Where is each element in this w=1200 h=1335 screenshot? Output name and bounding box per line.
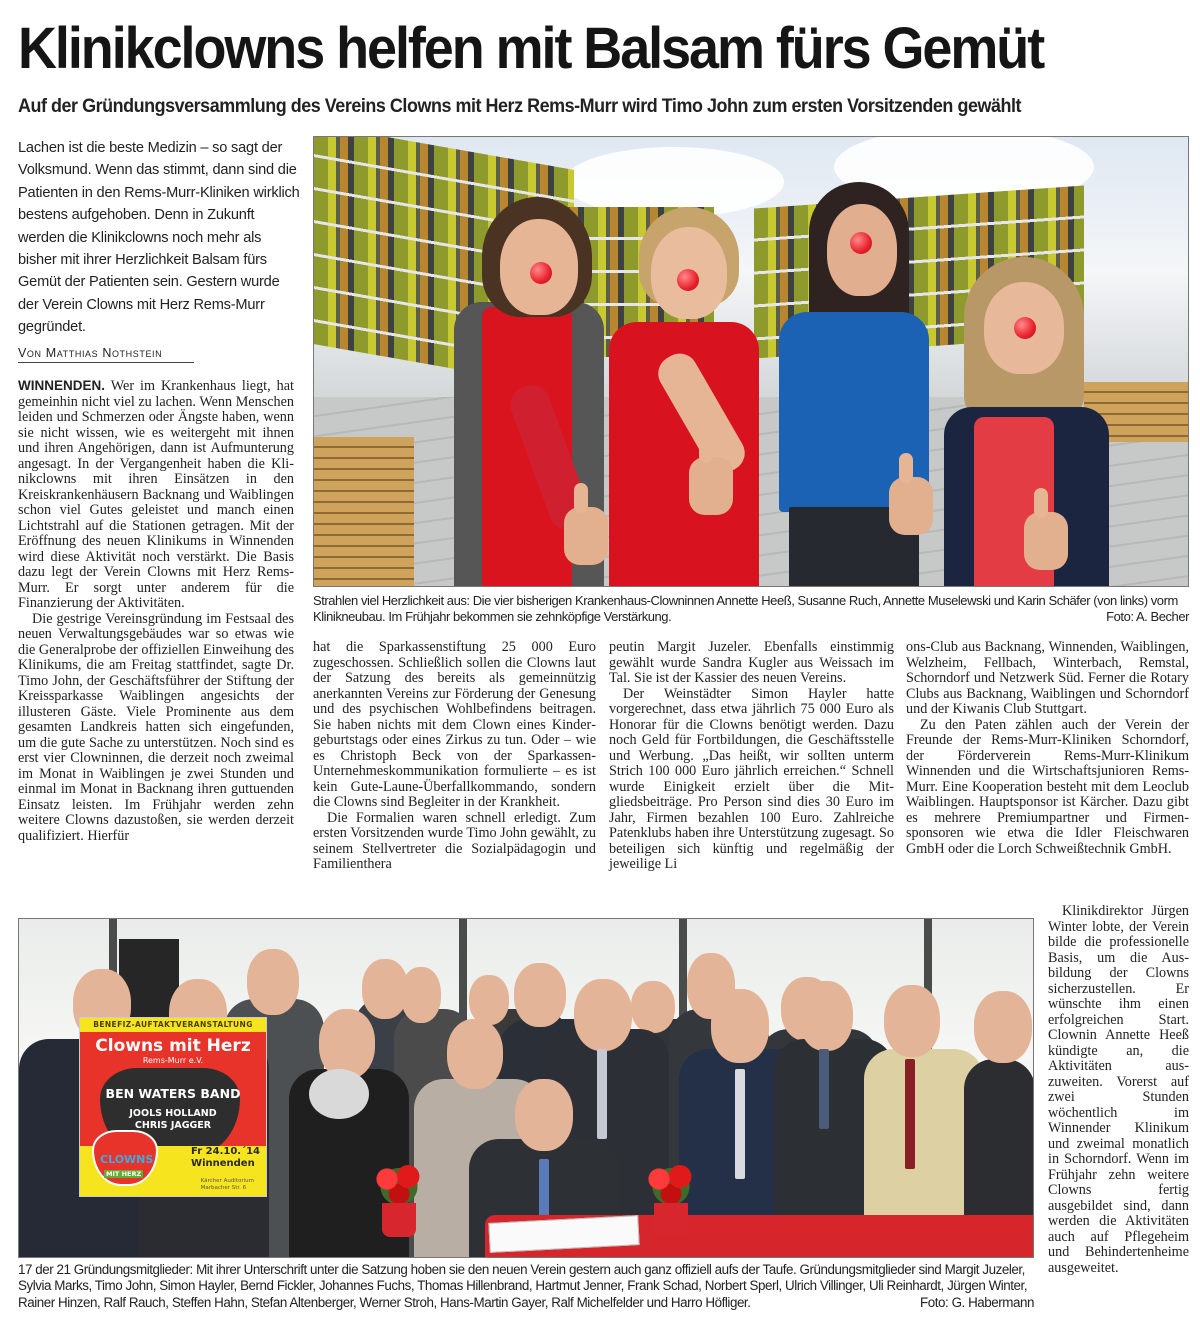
paragraph-text: Wer im Krankenhaus liegt, hat gemeinhin nicht viel zu lachen. Wenn Menschen leiden und Schmerzen oder Ängste haben, wenn sie nicht wissen, wie es weitergeht mit ihnen und ihren Angehörigen, dann ist Aufmunterung angesagt. In der Vergangenheit haben die Klinikclowns mit ihren Einsätzen in den Kreiskrankenhäusern Backnang und Waiblingen schon viel Gutes geleistet und manch einen Lichtstrahl auf die Stationen getragen. Mit der Eröffnung des neuen Klinikums in Winnenden wird diese Aktivität noch verstärkt. Die Basis dazu legt der Verein Clowns mit Herz Rems-Murr. Er sorgt unter anderem für die Finanzierung der Aktivitäten. [18, 378, 295, 611]
thumbs-up-icon [889, 477, 933, 535]
thumbs-up-icon [1024, 512, 1068, 570]
poster-venue-2: Marbacher Str. 6 [200, 1185, 247, 1191]
dateline: WINNENDEN. [18, 378, 105, 393]
paragraph: Der Weinstädter Simon Hayler hatte vorgerechnet, dass etwa jährlich 75 000 Euro als Honorar für die Clowns benötigt werden. Dazu noch Geld für Fortbildungen, die Geschäftsstelle und Werbung. „Das heißt, wir sollten unterm Strich 100 000 Euro jährlich erreichen.“ Schnell wurde Einigkeit erzielt über die Mitgliedsbeiträge. Pro Person sind dies 30 Euro im Jahr, Firmen bezahlen 100 Euro. Zahlreiche Patenklubs haben ihre Unterstützung zugesagt. So beteiligen sich künftig und regelmäßig der jeweilige Li [609, 685, 894, 872]
paragraph: Die gestrige Vereinsgründung im Festsaal des neuen Verwaltungsgebäudes war so etwas wie die Generalprobe der offiziellen Einweihung des Klinikums, die am Freitag stattfindet, sagte Dr. Timo John, der Geschäftsführer der Stiftung der Kreissparkasse Waiblingen angesichts der illusteren Gäste. Viele Prominente aus dem gesamten Landkreis hatten sich eingefunden, um die gute Sache zu unterstützen. Noch sind es erst vier Clowninnen, die derzeit noch zweimal im Monat in Waiblingen je zwei Stunden und einmal im Monat in Backnang ihren guttuenden Einsatz leisten. Im Frühjahr werden zehn weitere Clowns dazustoßen, sie werden derzeit qualifiziert. Hierfür [18, 610, 294, 844]
article-column-4 [906, 640, 1189, 857]
poster-venue [201, 1178, 254, 1192]
clown-nose-icon [677, 269, 699, 291]
article-column-5 [1048, 904, 1189, 1276]
poster-guest-1: JOOLS HOLLAND [129, 1108, 217, 1119]
article-column-2 [313, 640, 596, 873]
poster-city: Winnenden [191, 1158, 255, 1169]
poster-date-block [191, 1146, 260, 1170]
paragraph: hat die Sparkassenstiftung 25 000 Euro zugeschossen. Schließlich sollen die Clowns laut der Satzung des bereits als gemeinnützig anerkannten Vereins zur Förderung der Genesung und des psychischen Wohlbefindens beitragen. Sie haben nichts mit dem Clown eines Kindergeburtstags oder eines Zirkus zu tun. Oder – wie es Christoph Beck von der Sparkassen-Unternehmeskommunikation formulierte – es ist kein Gute-Laune-Überfallkommando, sondern die Clowns sind Begleiter in der Krankheit. [313, 639, 596, 810]
subheadline: Auf der Gründungsversammlung des Vereins Clowns mit Herz Rems-Murr wird Timo John zum ersten Vorsitzenden gewählt [18, 95, 1022, 117]
paragraph: peutin Margit Juzeler. Ebenfalls einstimmig gewählt wurde Sandra Kugler aus Weissach im Tal. Sie ist der Kassier des neuen Vereins. [609, 639, 894, 686]
photo-founding-members [18, 918, 1034, 1258]
poster-guests [80, 1108, 266, 1132]
poster-guest-2: CHRIS JAGGER [134, 1120, 212, 1131]
headline: Klinikclowns helfen mit Balsam fürs Gemüt [18, 16, 1044, 81]
photo2-credit: Foto: G. Habermann [920, 1294, 1034, 1310]
photo1-caption-text: Strahlen viel Herzlichkeit aus: Die vier bisherigen Krankenhaus-Clowninnen Annette Heeß, Susanne Ruch, Annette Muselewski und Karin Schäfer (von links) vorm Klinikneubau. Im Frühjahr bekommen sie zehnköpfige Verstärkung. [313, 593, 1178, 624]
paragraph: Klinikdirektor Jürgen Winter lobte, der Verein bilde die professionelle Basis, um die Ausbildung der Clowns sicherzustellen. Er wünschte ihm einen erfolgreichen Start. Clownin Annette Heeß kündigte an, die Aktivitäten auszuweiten. Vorerst auf zwei Stunden wöchentlich im Winnender Klinikum und zweimal monatlich in Schorndorf. Wenn im Frühjahr zehn weitere Clowns fertig ausgebildet sind, dann werden die Aktivitäten auch auf Pflegeheim und Behindertenheime ausgeweitet. [1048, 903, 1189, 1276]
byline: Von Matthias Nothstein [18, 346, 194, 363]
poster-band: BEN WATERS BAND [105, 1086, 241, 1101]
flower-pot-icon [369, 1159, 429, 1209]
article-column-3 [609, 640, 894, 873]
photo-clowns [313, 136, 1189, 587]
poster-logo-sub: MIT HERZ [106, 1170, 142, 1178]
paragraph: ons-Club aus Backnang, Winnenden, Waiblingen, Welzheim, Fellbach, Winterbach, Remstal, Schorndorf und Netzwerk Süd. Ferner die Rotary Clubs aus Backnang, Waiblingen und Schorndorf und der Kiwanis Club Stuttgart. [906, 639, 1189, 717]
poster-date: Fr 24.10.´14 [191, 1146, 260, 1157]
photo2-caption-text: 17 der 21 Gründungsmitglieder: Mit ihrer Unterschrift unter die Satzung hoben sie den neuen Verein gestern auch ganz offiziell aufs der Taufe. Gründungsmitglieder sind Margit Juzeler, Sylvia Marks, Timo John, Simon Hayler, Bernd Fickler, Johannes Fuchs, Thomas Hillenbrand, Hartmut Jenner, Frank Schad, Norbert Sperl, Ulrich Villinger, Uli Reinhardt, Jürgen Winter, Rainer Hinzen, Ralf Rauch, Steffen Hahn, Stefan Altenberger, Werner Stroh, Hans-Martin Gayer, Ralf Michelfelder und Harro Höfliger. [18, 1262, 1028, 1310]
article-column-1 [18, 378, 294, 844]
bench [314, 437, 414, 587]
poster-venue-1: Kärcher Auditorium [200, 1178, 254, 1184]
paragraph: Zu den Paten zählen auch der Verein der Freunde der Rems-Murr-Kliniken Schorndorf, der Förderverein Rems-Murr-Klinikum Winnenden und die Wirtschaftsjunioren Rems-Murr. Eine Kooperation besteht mit dem Leoclub Waiblingen. Hauptsponsor ist Kärcher. Dazu gibt es mehrere Premiumpartner und Firmensponsoren wie etwa die Idler Fleischwaren GmbH oder die Lorch Schweißtechnik GmbH. [906, 716, 1189, 857]
clown-person-3 [769, 182, 949, 587]
clown-person-2 [599, 207, 779, 587]
poster-title: Clowns mit Herz [95, 1036, 251, 1056]
clown-nose-icon [530, 262, 552, 284]
photo1-credit: Foto: A. Becher [1106, 609, 1189, 624]
poster-subtitle: Rems-Murr e.V. [142, 1056, 204, 1065]
clown-nose-icon [1014, 317, 1036, 339]
poster-logo: CLOWNS [100, 1153, 154, 1166]
poster-top-banner: BENEFIZ-AUFTAKTVERANSTALTUNG [80, 1018, 266, 1032]
flower-pot-icon [641, 1159, 701, 1209]
thumbs-up-icon [689, 457, 733, 515]
photo2-caption [18, 1262, 1034, 1311]
paragraph: Die Formalien waren schnell erledigt. Zum ersten Vorsitzenden wurde Timo John gewählt, zu seinem Stellvertreter die Sozialpädagogin und Familienthera [313, 809, 596, 872]
clown-nose-icon [850, 232, 872, 254]
clown-person-4 [934, 257, 1134, 587]
event-poster [79, 1017, 267, 1197]
photo1-caption [313, 593, 1189, 625]
intro-paragraph: Lachen ist die beste Medizin – so sagt der Volksmund. Wenn das stimmt, dann sind die Patienten in den Rems-Murr-Kliniken wirklich bestens aufgehoben. Denn in Zukunft werden die Klinikclowns noch mehr als bisher mit ihrer Herzlichkeit Balsam fürs Gemüt der Patienten sein. Gestern wurde der Verein Clowns mit Herz Rems-Murr gegründet. [18, 140, 300, 336]
paragraph [18, 378, 294, 612]
